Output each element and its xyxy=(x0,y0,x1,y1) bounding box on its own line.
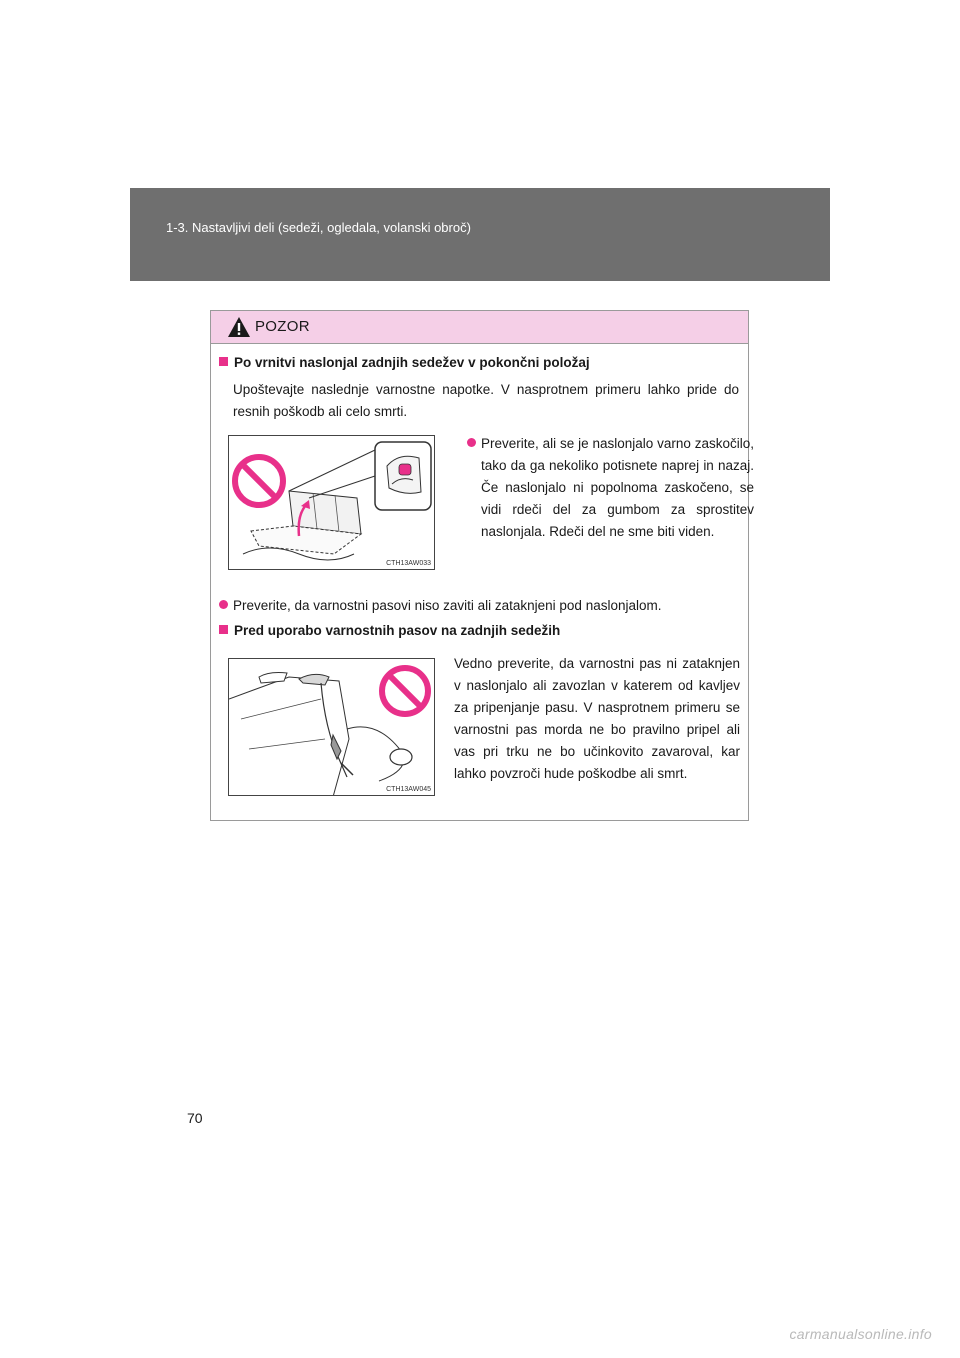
bullet2-text: Preverite, da varnostni pasovi niso zaviti ali zataknjeni pod naslonjalom. xyxy=(233,598,662,613)
warning-triangle-icon xyxy=(227,316,251,338)
section2-title: Pred uporabo varnostnih pasov na zadnjih sedežih xyxy=(234,623,561,638)
seatback-illustration xyxy=(229,436,435,570)
warning-title: POZOR xyxy=(255,318,310,335)
figure-seatbelt-buckle xyxy=(228,658,435,796)
square-bullet-icon xyxy=(219,625,228,634)
section-header xyxy=(130,188,830,281)
round-bullet-icon xyxy=(219,600,228,609)
warning-box xyxy=(210,310,754,821)
figure2-code: CTH13AW045 xyxy=(386,786,431,793)
bullet1-text: Preverite, ali se je naslonjalo varno zaskočilo, tako da ga nekoliko potisnete naprej in nazaj. Če naslonjalo ni popolnoma zaskočeno, se vidi rdeči del za gumbom za sprostitev naslonjala. Rdeči del ne sme biti viden. xyxy=(481,436,754,539)
watermark: carmanualsonline.info xyxy=(789,1326,932,1342)
seatbelt-illustration xyxy=(229,659,435,796)
section1-heading xyxy=(219,355,590,370)
section2-text: Vedno preverite, da varnostni pas ni zataknjen v naslonjalo ali zavozlan v katerem od kavljev za pripenjanje pasu. V nasprotnem primeru se varnostni pas morda ne bo pravilno pripel ali vas pri trku ne bo učinkovito zavaroval, kar lahko povzroči hude poškodbe ali smrt. xyxy=(454,656,740,781)
section1-bullet1 xyxy=(467,433,754,543)
figure-seatback-latch xyxy=(228,435,435,570)
warning-header xyxy=(211,311,748,344)
round-bullet-icon xyxy=(467,438,476,447)
section1-title: Po vrnitvi naslonjal zadnjih sedežev v pokončni položaj xyxy=(234,355,590,370)
section1-bullet2 xyxy=(219,595,744,617)
section1-intro: Upoštevajte naslednje varnostne napotke. V nasprotnem primeru lahko pride do resnih poškodb ali celo smrti. xyxy=(233,382,739,419)
section2-heading xyxy=(219,623,560,638)
section-title: 1-3. Nastavljivi deli (sedeži, ogledala, volanski obroč) xyxy=(166,220,471,235)
square-bullet-icon xyxy=(219,357,228,366)
figure1-code: CTH13AW033 xyxy=(386,560,431,567)
page-number: 70 xyxy=(187,1110,203,1126)
